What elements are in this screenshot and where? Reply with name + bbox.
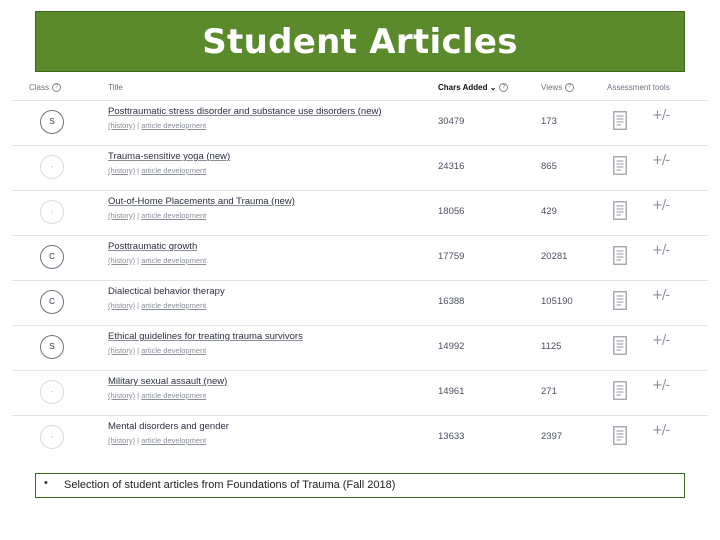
article-sub-links [108,346,206,355]
views-value: 865 [541,161,557,172]
header-class[interactable]: Class ? [29,83,61,92]
separator: | [135,346,142,355]
class-badge: - [40,425,64,449]
article-development-link[interactable]: article development [141,346,207,355]
views-value: 1125 [541,341,562,352]
table-row [12,235,708,281]
chars-added-value: 18056 [438,206,465,217]
table-row [12,145,708,191]
history-link[interactable]: (history) [108,391,136,400]
document-icon[interactable] [613,201,627,220]
table-header [12,74,708,100]
diff-icon[interactable]: +/- [652,378,669,393]
article-title-link[interactable]: Ethical guidelines for treating trauma survivors [108,331,303,342]
article-development-link[interactable]: article development [141,436,207,445]
articles-table [12,74,708,458]
history-link[interactable]: (history) [108,301,136,310]
document-icon[interactable] [613,381,627,400]
caption-bullet: • [44,477,48,489]
chars-added-value: 14961 [438,386,465,397]
views-value: 173 [541,116,557,127]
article-sub-links [108,166,206,175]
separator: | [135,166,142,175]
sort-chevron-icon: ⌄ [489,83,497,92]
separator: | [135,121,142,130]
class-badge: S [40,335,64,359]
header-chars-added[interactable]: Chars Added ⌄ ? [438,83,508,92]
article-sub-links [108,436,206,445]
article-title-link[interactable]: Mental disorders and gender [108,421,229,432]
chars-added-value: 13633 [438,431,465,442]
article-development-link[interactable]: article development [141,121,207,130]
class-badge: C [40,290,64,314]
header-views[interactable]: Views ? [541,83,574,92]
help-icon[interactable]: ? [565,83,574,92]
article-title-link[interactable]: Posttraumatic stress disorder and substance use disorders (new) [108,106,382,117]
separator: | [135,256,142,265]
article-title-link[interactable]: Out-of-Home Placements and Trauma (new) [108,196,295,207]
help-icon[interactable]: ? [499,83,508,92]
article-sub-links [108,391,206,400]
document-icon[interactable] [613,336,627,355]
class-badge: - [40,200,64,224]
table-row [12,325,708,371]
chars-added-value: 17759 [438,251,465,262]
diff-icon[interactable]: +/- [652,198,669,213]
separator: | [135,391,142,400]
history-link[interactable]: (history) [108,346,136,355]
header-title[interactable]: Title [108,83,123,92]
document-icon[interactable] [613,246,627,265]
help-icon[interactable]: ? [52,83,61,92]
article-title-link[interactable]: Posttraumatic growth [108,241,198,252]
article-development-link[interactable]: article development [141,391,207,400]
views-value: 20281 [541,251,568,262]
table-row [12,190,708,236]
class-badge: C [40,245,64,269]
class-badge: - [40,155,64,179]
table-row [12,415,708,458]
history-link[interactable]: (history) [108,211,136,220]
article-development-link[interactable]: article development [141,166,207,175]
article-development-link[interactable]: article development [141,301,207,310]
chars-added-value: 30479 [438,116,465,127]
article-title-link[interactable]: Dialectical behavior therapy [108,286,225,297]
views-value: 105190 [541,296,573,307]
article-sub-links [108,301,206,310]
separator: | [135,301,142,310]
caption-box [35,473,685,498]
article-development-link[interactable]: article development [141,256,207,265]
header-assessment-tools: Assessment tools [607,83,670,92]
article-development-link[interactable]: article development [141,211,207,220]
diff-icon[interactable]: +/- [652,243,669,258]
document-icon[interactable] [613,291,627,310]
views-value: 429 [541,206,557,217]
class-badge: - [40,380,64,404]
history-link[interactable]: (history) [108,256,136,265]
table-row [12,100,708,146]
separator: | [135,436,142,445]
caption-text: Selection of student articles from Foundations of Trauma (Fall 2018) [64,479,396,491]
chars-added-value: 24316 [438,161,465,172]
diff-icon[interactable]: +/- [652,153,669,168]
table-row [12,370,708,416]
diff-icon[interactable]: +/- [652,288,669,303]
article-title-link[interactable]: Trauma-sensitive yoga (new) [108,151,231,162]
article-sub-links [108,256,206,265]
separator: | [135,211,142,220]
diff-icon[interactable]: +/- [652,333,669,348]
document-icon[interactable] [613,426,627,445]
history-link[interactable]: (history) [108,121,136,130]
slide-title: Student Articles [202,21,518,62]
views-value: 271 [541,386,557,397]
history-link[interactable]: (history) [108,436,136,445]
article-title-link[interactable]: Military sexual assault (new) [108,376,228,387]
chars-added-value: 16388 [438,296,465,307]
document-icon[interactable] [613,156,627,175]
article-sub-links [108,211,206,220]
document-icon[interactable] [613,111,627,130]
views-value: 2397 [541,431,563,442]
history-link[interactable]: (history) [108,166,136,175]
article-sub-links [108,121,206,130]
diff-icon[interactable]: +/- [652,108,669,123]
slide-title-bar [35,11,685,72]
class-badge: S [40,110,64,134]
table-row [12,280,708,326]
chars-added-value: 14992 [438,341,465,352]
diff-icon[interactable]: +/- [652,423,669,438]
